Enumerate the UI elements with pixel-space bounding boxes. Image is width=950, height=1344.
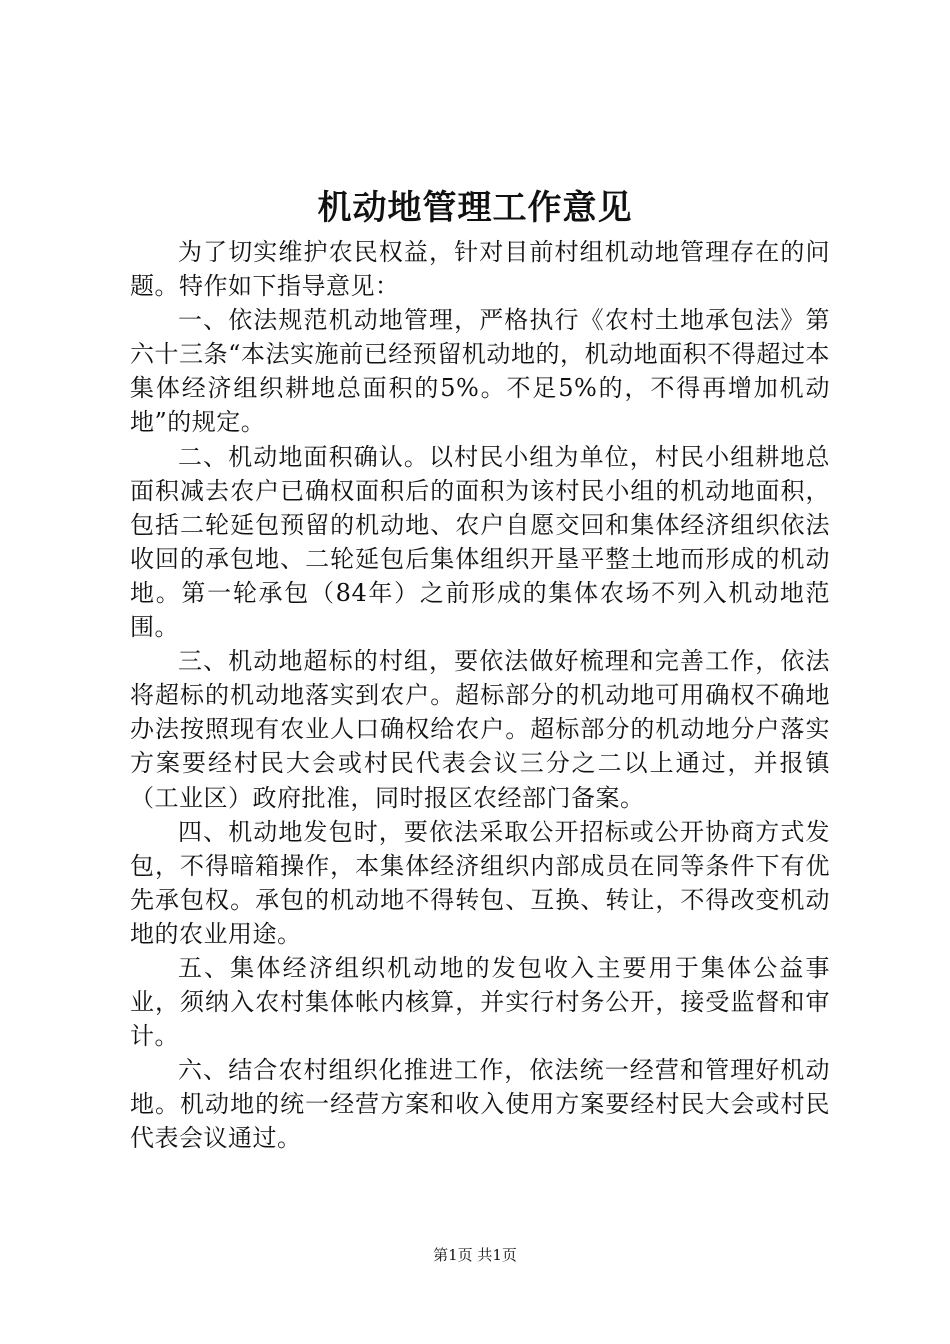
page-number-footer: 第1页 共1页 (433, 1246, 517, 1264)
document-body (130, 235, 830, 1156)
paragraph-item-5: 五、集体经济组织机动地的发包收入主要用于集体公益事业，须纳入农村集体帐内核算，并实行村务公开，接受监督和审计。 (130, 953, 830, 1051)
paragraph-item-1: 一、依法规范机动地管理，严格执行《农村土地承包法》第六十三条“本法实施前已经预留机动地的，机动地面积不得超过本集体经济组织耕地总面积的5%。不足5%的，不得再增加机动地”的规定。 (130, 306, 830, 437)
paragraph-item-2: 二、机动地面积确认。以村民小组为单位，村民小组耕地总面积减去农户已确权面积后的面积为该村民小组的机动地面积，包括二轮延包预留的机动地、农户自愿交回和集体经济组织依法收回的承包地、二轮延包后集体组织开垦平整土地而形成的机动地。第一轮承包（84年）之前形成的集体农场不列入机动地范围。 (130, 442, 830, 642)
paragraph-item-3: 三、机动地超标的村组，要依法做好梳理和完善工作，依法将超标的机动地落实到农户。超标部分的机动地可用确权不确地办法按照现有农业人口确权给农户。超标部分的机动地分户落实方案要经村民大会或村民代表会议三分之二以上通过，并报镇（工业区）政府批准，同时报区农经部门备案。 (130, 647, 830, 812)
paragraph-item-6: 六、结合农村组织化推进工作，依法统一经营和管理好机动地。机动地的统一经营方案和收入使用方案要经村民大会或村民代表会议通过。 (130, 1056, 830, 1153)
paragraph-item-4: 四、机动地发包时，要依法采取公开招标或公开协商方式发包，不得暗箱操作，本集体经济组织内部成员在同等条件下有优先承包权。承包的机动地不得转包、互换、转让，不得改变机动地的农业用途。 (130, 817, 830, 948)
paragraph-intro: 为了切实维护农民权益，针对目前村组机动地管理存在的问题。特作如下指导意见： (130, 238, 830, 301)
document-title: 机动地管理工作意见 (317, 188, 633, 228)
